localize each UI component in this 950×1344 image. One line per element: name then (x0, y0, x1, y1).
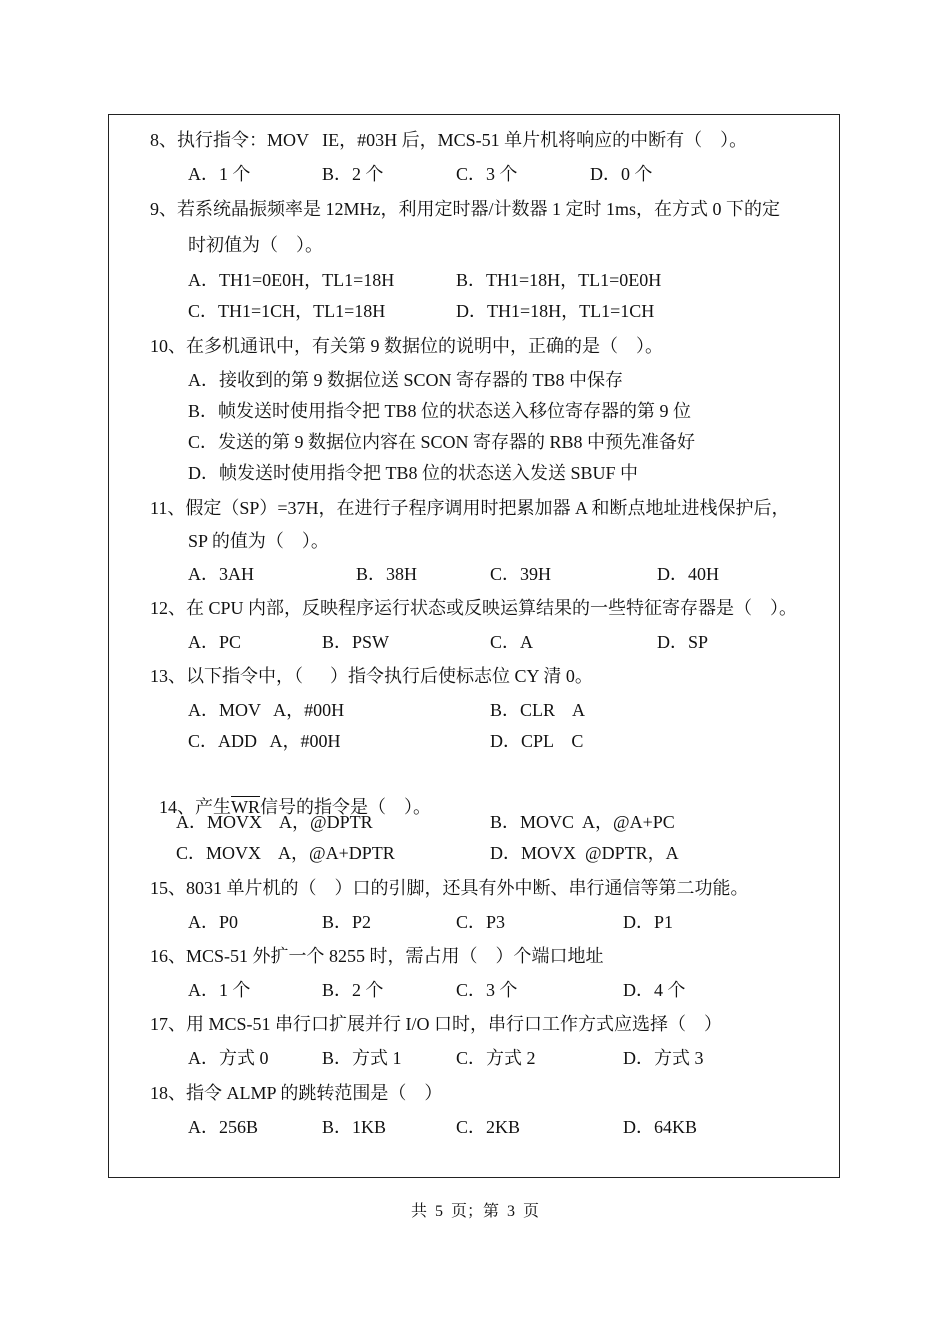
question-9-stem-cont: 时初值为（ ）。 (188, 235, 323, 255)
question-13-option-c: C．ADD A，#00H (188, 731, 341, 751)
question-18-option-a: A．256B (188, 1117, 259, 1137)
question-17-option-c: C．方式 2 (456, 1048, 536, 1068)
question-10-stem: 10、在多机通讯中，有关第 9 数据位的说明中，正确的是（ ）。 (150, 336, 663, 356)
question-14-option-b: B．MOVC A，@A+PC (490, 812, 675, 832)
question-12-option-a: A．PC (188, 632, 242, 652)
question-11-option-a: A．3AH (188, 564, 254, 584)
question-14-stem-pre: 14、产生 (159, 797, 231, 817)
question-9-stem: 9、若系统晶振频率是 12MHz，利用定时器/计数器 1 定时 1ms，在方式 0 下的定 (150, 199, 780, 219)
wr-signal: $\overline{WR}$ (231, 797, 260, 817)
question-10-option-a: A．接收到的第 9 数据位送 SCON 寄存器的 TB8 中保存 (188, 370, 624, 390)
question-18-stem: 18、指令 ALMP 的跳转范围是（ ） (150, 1083, 443, 1103)
question-11-stem: 11、假定（SP）=37H，在进行子程序调用时把累加器 A 和断点地址进栈保护后， (150, 498, 790, 518)
question-18-option-d: D．64KB (623, 1117, 698, 1137)
question-8-option-d: D．0 个 (590, 164, 653, 184)
question-8-option-a: A．1 个 (188, 164, 251, 184)
question-17-option-d: D．方式 3 (623, 1048, 704, 1068)
question-11-option-d: D．40H (657, 564, 719, 584)
question-11-option-b: B．38H (356, 564, 418, 584)
question-12-option-d: D．SP (657, 632, 709, 652)
question-11-option-c: C．39H (490, 564, 552, 584)
question-9-option-b: B．TH1=18H，TL1=0E0H (456, 270, 662, 290)
question-17-option-a: A．方式 0 (188, 1048, 269, 1068)
question-11-stem-cont: SP 的值为（ ）。 (188, 531, 329, 551)
question-13-stem: 13、以下指令中，（ ）指令执行后使标志位 CY 清 0。 (150, 666, 593, 686)
page-footer: 共 5 页；第 3 页 (410, 1203, 539, 1220)
question-15-option-d: D．P1 (623, 912, 674, 932)
question-14-option-c: C．MOVX A，@A+DPTR (176, 843, 395, 863)
question-13-option-a: A．MOV A，#00H (188, 700, 345, 720)
question-13-option-d: D．CPL C (490, 731, 584, 751)
question-8-option-b: B．2 个 (322, 164, 384, 184)
question-15-option-a: A．P0 (188, 912, 239, 932)
question-9-option-d: D．TH1=18H，TL1=1CH (456, 301, 655, 321)
question-16-option-d: D．4 个 (623, 980, 686, 1000)
question-17-option-b: B．方式 1 (322, 1048, 402, 1068)
question-9-option-c: C．TH1=1CH，TL1=18H (188, 301, 386, 321)
question-13-option-b: B．CLR A (490, 700, 586, 720)
question-15-option-c: C．P3 (456, 912, 506, 932)
question-8-stem: 8、执行指令：MOV IE，#03H 后，MCS-51 单片机将响应的中断有（ ）。 (150, 130, 748, 150)
question-14-option-a: A．MOVX A，@DPTR (176, 812, 373, 832)
question-8-option-c: C．3 个 (456, 164, 518, 184)
question-9-option-a: A．TH1=0E0H，TL1=18H (188, 270, 395, 290)
question-14-stem-post: 信号的指令是（ ）。 (260, 797, 431, 817)
question-15-option-b: B．P2 (322, 912, 372, 932)
question-18-option-c: C．2KB (456, 1117, 521, 1137)
question-16-option-c: C．3 个 (456, 980, 518, 1000)
question-12-stem: 12、在 CPU 内部，反映程序运行状态或反映运算结果的一些特征寄存器是（ ）。 (150, 598, 798, 618)
question-10-option-b: B．帧发送时使用指令把 TB8 位的状态送入移位寄存器的第 9 位 (188, 401, 692, 421)
question-10-option-c: C．发送的第 9 数据位内容在 SCON 寄存器的 RB8 中预先准备好 (188, 432, 696, 452)
question-15-stem: 15、8031 单片机的（ ）口的引脚，还具有外中断、串行通信等第二功能。 (150, 878, 749, 898)
question-12-option-c: C．A (490, 632, 534, 652)
question-18-option-b: B．1KB (322, 1117, 387, 1137)
question-10-option-d: D．帧发送时使用指令把 TB8 位的状态送入发送 SBUF 中 (188, 463, 639, 483)
question-16-option-a: A．1 个 (188, 980, 251, 1000)
question-17-stem: 17、用 MCS-51 串行口扩展并行 I/O 口时，串行口工作方式应选择（ ） (150, 1014, 723, 1034)
question-16-stem: 16、MCS-51 外扩一个 8255 时，需占用（ ）个端口地址 (150, 946, 604, 966)
question-16-option-b: B．2 个 (322, 980, 384, 1000)
question-14-option-d: D．MOVX @DPTR，A (490, 843, 679, 863)
question-12-option-b: B．PSW (322, 632, 390, 652)
